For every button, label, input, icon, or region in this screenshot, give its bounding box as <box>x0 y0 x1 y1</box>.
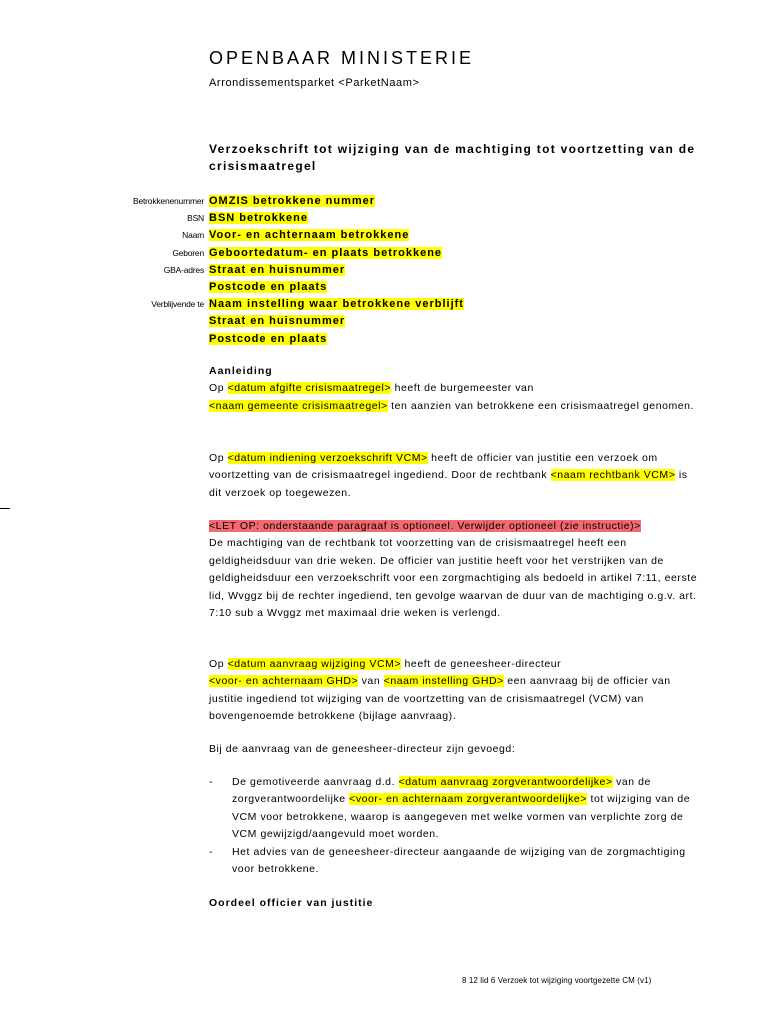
text-span: van <box>358 675 384 688</box>
text-span: is dit verzoek op toegewezen. <box>209 469 688 499</box>
field-label-bsn: BSN <box>187 213 204 224</box>
text-span: Het advies van de geneesheer-directeur aangaande de wijziging van de zorgmachtiging voor betrokkene. <box>232 845 686 876</box>
bijlagen-list <box>209 774 699 878</box>
text-span: Op <box>209 452 228 464</box>
list-item <box>209 774 699 844</box>
text-span: Op <box>209 658 228 670</box>
aanleiding-section <box>209 363 699 415</box>
field-label-empty <box>100 279 204 296</box>
text-span: Op <box>209 382 228 395</box>
field-label-empty <box>100 331 204 348</box>
aanleiding-heading: Aanleiding <box>209 365 273 377</box>
field-value-gba-straat: Straat en huisnummer <box>209 263 346 276</box>
text-span: ten aanzien van betrokkene een crisismaatregel genomen. <box>387 399 695 412</box>
field-value-naam: Voor- en achternaam betrokkene <box>209 229 410 242</box>
text-span: heeft de officier van justitie een verzoek om voortzetting van de crisismaatregel ingediend. Door de rechtbank <box>209 452 658 482</box>
footer-document-code: 8 12 lid 6 Verzoek tot wijziging voortgezette CM (v1) <box>462 976 652 985</box>
field-value-betrokkenenummer: OMZIS betrokkene nummer <box>209 195 376 207</box>
oordeel-heading: Oordeel officier van justitie <box>209 897 374 909</box>
placeholder-datum-indiening: <datum indiening verzoekschrift VCM> <box>227 452 428 464</box>
text-span: tot wijziging van de VCM voor betrokkene, waarop is aangegeven met welke vormen van verplichte zorg de VCM gewijzigd/aangevuld moet worden. <box>232 793 691 841</box>
field-value-geboren: Geboortedatum- en plaats betrokkene <box>209 246 443 259</box>
field-value-gba-postcode: Postcode en plaats <box>209 280 328 293</box>
let-op-note: <LET OP: onderstaande paragraaf is optioneel. Verwijder optioneel (zie instructie)> <box>209 520 641 532</box>
field-value-instelling-postcode: Postcode en plaats <box>209 332 328 345</box>
field-value-instelling-straat: Straat en huisnummer <box>209 315 346 328</box>
placeholder-naam-gemeente: <naam gemeente crisismaatregel> <box>209 399 388 412</box>
list-item <box>209 844 699 879</box>
field-label-gba-adres: GBA-adres <box>163 264 204 275</box>
field-label-empty <box>100 313 204 330</box>
text-span: heeft de burgemeester van <box>391 382 534 395</box>
placeholder-datum-afgifte: <datum afgifte crisismaatregel> <box>227 382 392 395</box>
field-value-instelling: Naam instelling waar betrokkene verblijft <box>209 298 464 311</box>
field-labels <box>100 193 204 348</box>
placeholder-datum-aanvraag: <datum aanvraag wijziging VCM> <box>227 658 402 670</box>
parket-subtitle: Arrondissementsparket <ParketNaam> <box>209 77 420 89</box>
field-value-bsn: BSN betrokkene <box>209 212 308 225</box>
placeholder-naam-ghd: <voor- en achternaam GHD> <box>209 675 359 688</box>
text-span: van de zorgverantwoordelijke <box>232 776 651 806</box>
field-values <box>209 193 464 348</box>
placeholder-naam-rechtbank: <naam rechtbank VCM> <box>550 469 676 482</box>
margin-mark <box>0 508 10 509</box>
paragraph-crisismaatregel <box>209 380 699 415</box>
paragraph-optioneel <box>209 518 699 622</box>
placeholder-naam-zorgverantwoordelijke: <voor- en achternaam zorgverantwoordelijke> <box>349 793 588 806</box>
paragraph-gevoegd: Bij de aanvraag van de geneesheer-directeur zijn gevoegd: <box>209 743 516 755</box>
text-span: De gemotiveerde aanvraag d.d. <box>232 776 399 788</box>
field-label-naam: Naam <box>182 230 204 241</box>
text-span: heeft de geneesheer-directeur <box>401 658 562 670</box>
text-span: een aanvraag bij de officier van justitie ingediend tot wijziging van de voortzetting van de crisismaatregel (VCM) van bovengenoemde betrokkene (bijlage aanvraag). <box>209 675 671 723</box>
paragraph-aanvraag <box>209 656 699 726</box>
bullet-dash: - <box>209 776 214 788</box>
organization-title: OPENBAAR MINISTERIE <box>209 48 475 68</box>
paragraph-verzoekschrift <box>209 450 699 502</box>
bullet-dash: - <box>209 845 214 858</box>
field-label-geboren: Geboren <box>172 247 204 258</box>
field-label-betrokkenenummer: Betrokkenenummer <box>133 196 204 206</box>
field-label-verblijvende: Verblijvende te <box>151 299 204 310</box>
optioneel-text: De machtiging van de rechtbank tot voorzetting van de crisismaatregel heeft een geldigheidsduur van drie weken. De officier van justitie heeft voor het verstrijken van de geldigheidsduur een verzoekschrift voor een zorgmachtiging als bedoeld in artikel 7:11, eerste lid, Wvggz bij de rechter ingediend, ten gevolge waarvan de duur van de machtiging o.g.v. art. 7:10 sub a Wvggz met maximaal drie weken is verlengd. <box>209 537 698 620</box>
placeholder-instelling-ghd: <naam instelling GHD> <box>383 675 504 688</box>
placeholder-datum-zorgverantwoordelijke: <datum aanvraag zorgverantwoordelijke> <box>398 776 613 788</box>
document-title: Verzoekschrift tot wijziging van de machtiging tot voortzetting van de crisismaatregel <box>209 142 696 173</box>
